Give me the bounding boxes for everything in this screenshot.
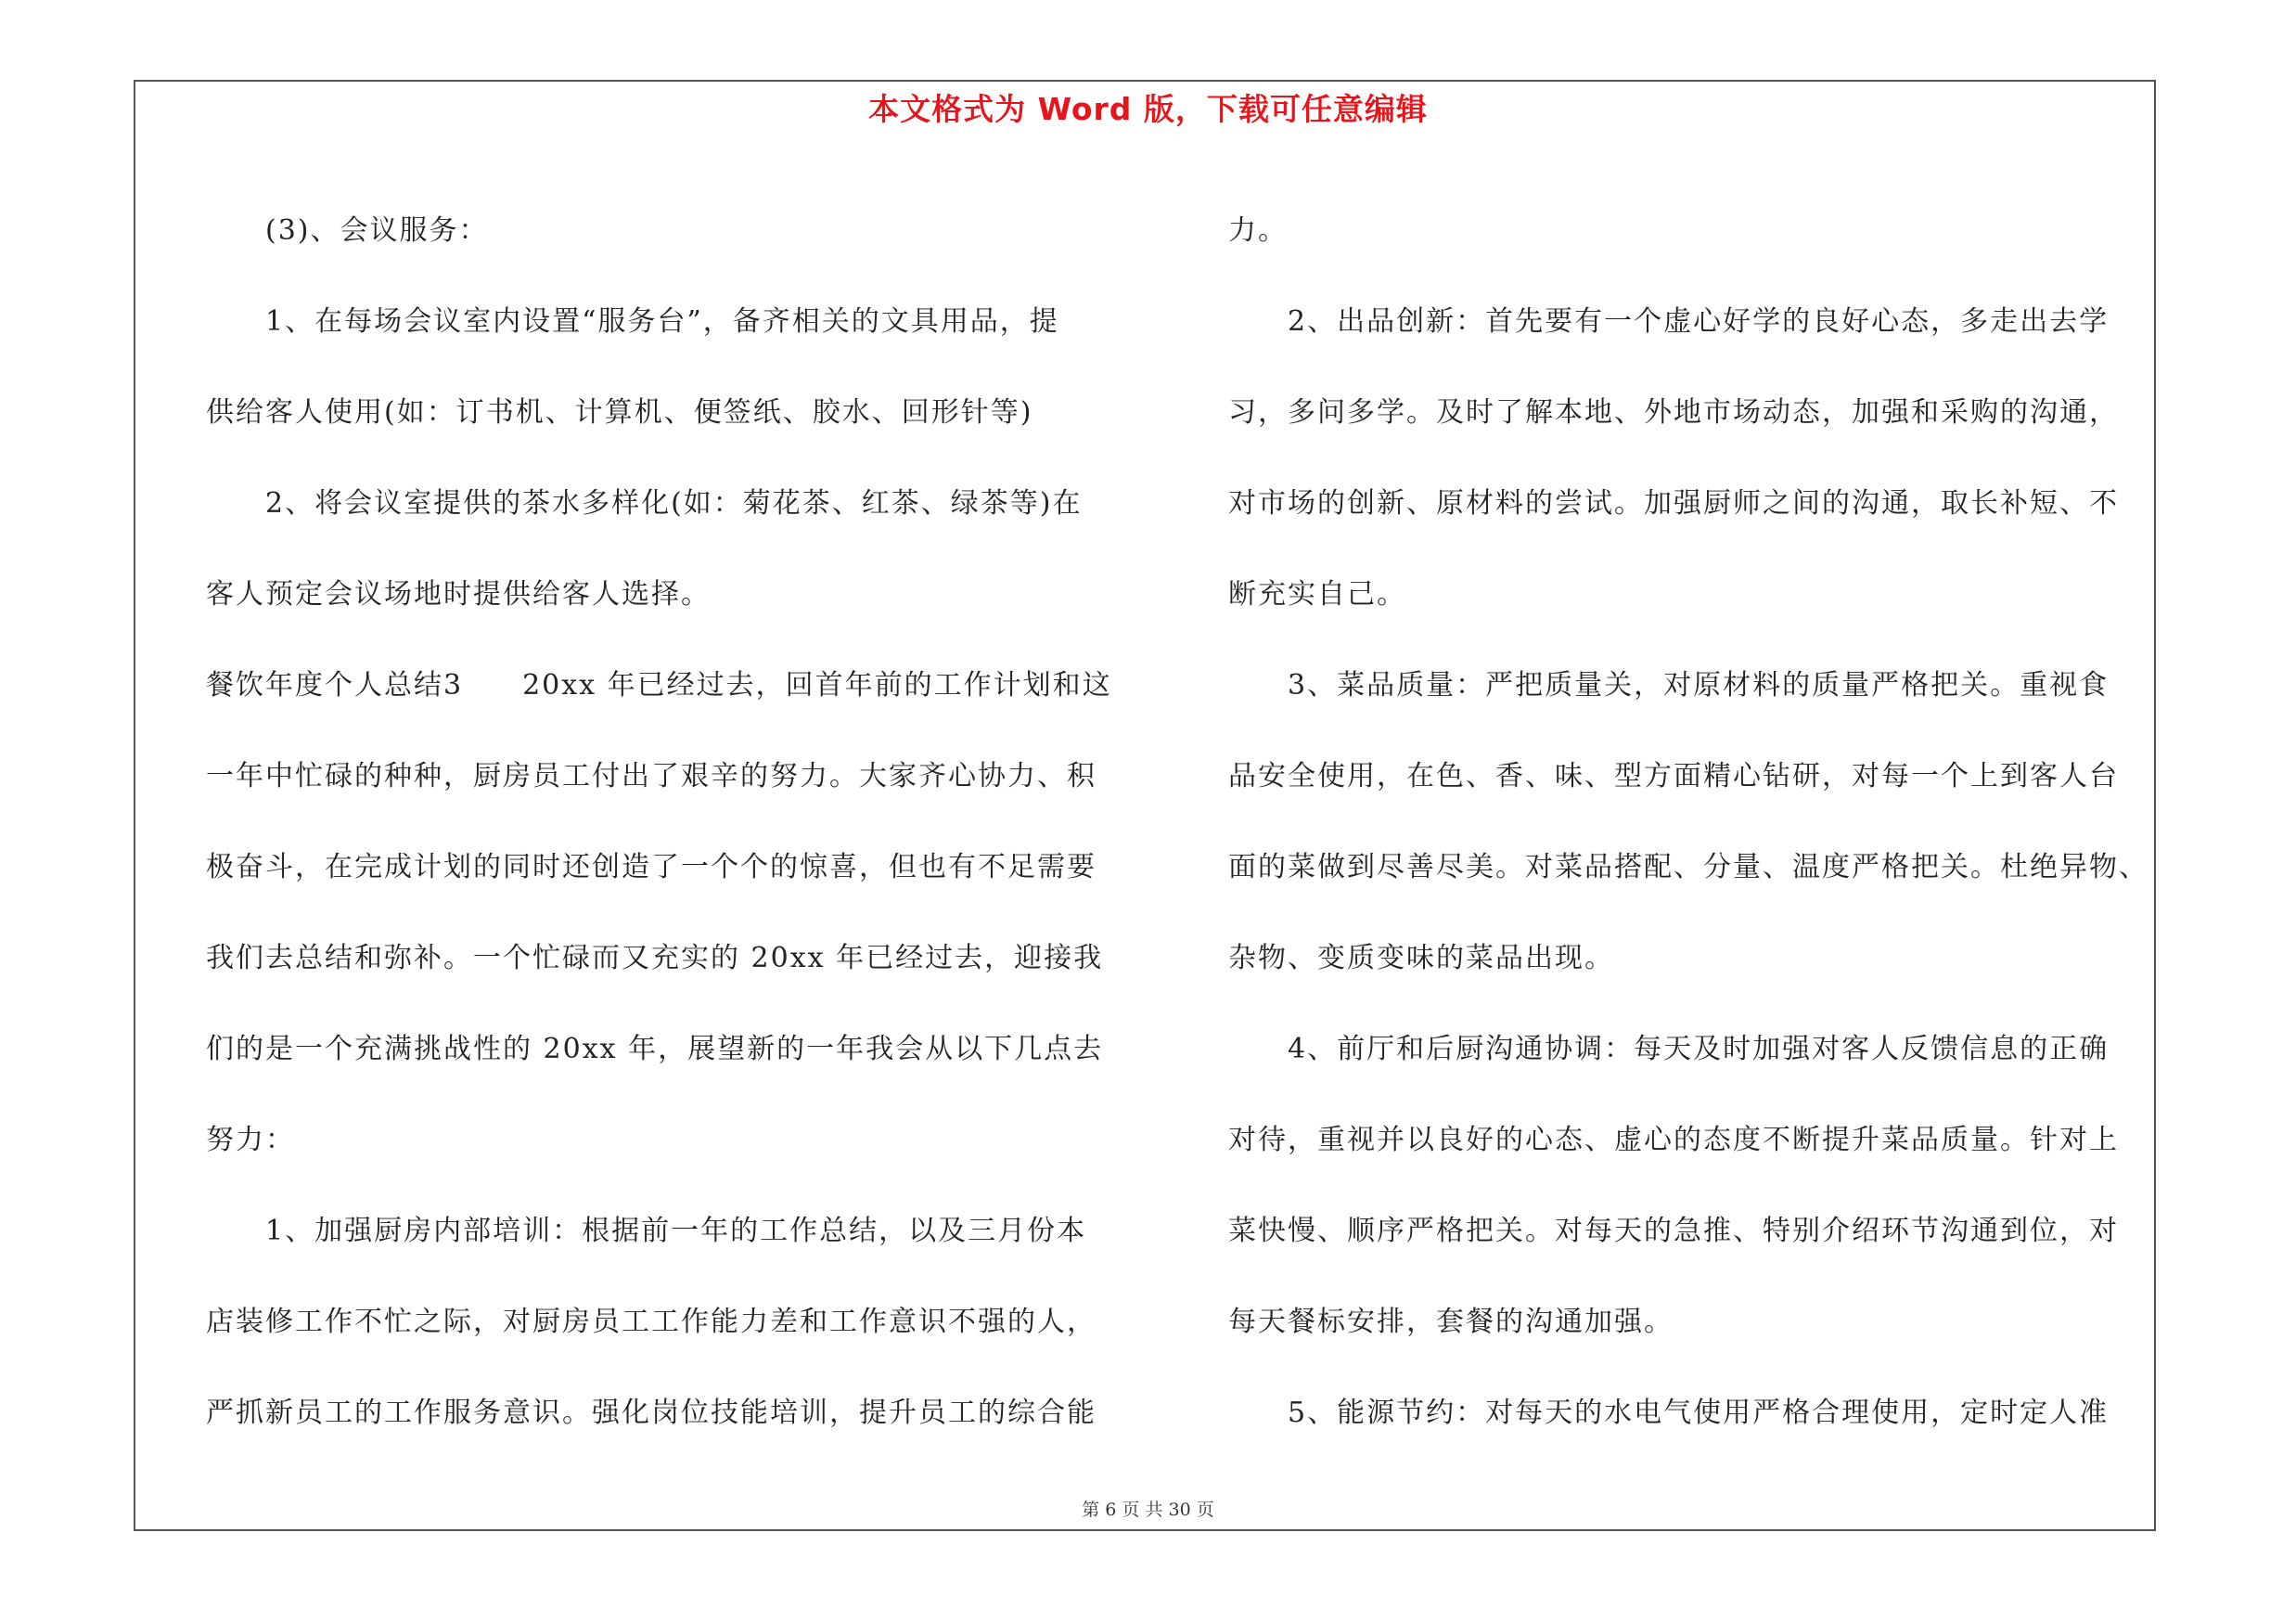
text-line: 对市场的创新、原材料的尝试。加强厨师之间的沟通，取长补短、不 xyxy=(1228,487,2119,520)
left-column xyxy=(206,186,1134,1459)
text-line: 们的是一个充满挑战性的 20xx 年，展望新的一年我会从以下几点去 xyxy=(206,1033,1104,1065)
text-line: 2、出品创新：首先要有一个虚心好学的良好心态，多走出去学 xyxy=(1288,305,2110,338)
text-line: 每天餐标安排，套餐的沟通加强。 xyxy=(1228,1306,1674,1338)
text-line: 客人预定会议场地时提供给客人选择。 xyxy=(206,578,711,611)
text-line: 5、能源节约：对每天的水电气使用严格合理使用，定时定人准 xyxy=(1288,1397,2110,1429)
text-line: (3)、会议服务： xyxy=(265,214,489,247)
text-line: 店装修工作不忙之际，对厨房员工工作能力差和工作意识不强的人， xyxy=(206,1306,1097,1338)
right-column xyxy=(1228,186,2167,1459)
text-line: 品安全使用，在色、香、味、型方面精心钻研，对每一个上到客人台 xyxy=(1228,760,2119,792)
page-number: 第 6 页 共 30 页 xyxy=(1082,1500,1214,1520)
text-line: 努力： xyxy=(206,1124,295,1156)
text-line: 习，多问多学。及时了解本地、外地市场动态，加强和采购的沟通， xyxy=(1228,396,2119,429)
text-line: 杂物、变质变味的菜品出现。 xyxy=(1228,942,1614,974)
text-line: 供给客人使用(如：订书机、计算机、便签纸、胶水、回形针等) xyxy=(206,396,1033,429)
text-line: 断充实自己。 xyxy=(1228,578,1406,611)
text-line: 严抓新员工的工作服务意识。强化岗位技能培训，提升员工的综合能 xyxy=(206,1397,1097,1429)
text-line: 1、加强厨房内部培训：根据前一年的工作总结，以及三月份本 xyxy=(265,1215,1087,1247)
text-line: 力。 xyxy=(1228,214,1288,247)
text-line: 菜快慢、顺序严格把关。对每天的急推、特别介绍环节沟通到位，对 xyxy=(1228,1215,2119,1247)
text-line: 3、菜品质量：严把质量关，对原材料的质量严格把关。重视食 xyxy=(1288,669,2110,702)
text-line: 餐饮年度个人总结3 20xx 年已经过去，回首年前的工作计划和这 xyxy=(206,669,1112,702)
text-line: 对待，重视并以良好的心态、虚心的态度不断提升菜品质量。针对上 xyxy=(1228,1124,2119,1156)
format-banner: 本文格式为 Word 版，下载可任意编辑 xyxy=(868,91,1428,127)
text-line: 极奋斗，在完成计划的同时还创造了一个个的惊喜，但也有不足需要 xyxy=(206,851,1097,883)
text-line: 我们去总结和弥补。一个忙碌而又充实的 20xx 年已经过去，迎接我 xyxy=(206,942,1104,974)
text-line: 1、在每场会议室内设置“服务台”，备齐相关的文具用品，提 xyxy=(265,305,1059,338)
text-line: 一年中忙碌的种种，厨房员工付出了艰辛的努力。大家齐心协力、积 xyxy=(206,760,1097,792)
text-line: 2、将会议室提供的茶水多样化(如：菊花茶、红茶、绿茶等)在 xyxy=(265,487,1083,520)
text-line: 4、前厅和后厨沟通协调：每天及时加强对客人反馈信息的正确 xyxy=(1288,1033,2110,1065)
text-line: 面的菜做到尽善尽美。对菜品搭配、分量、温度严格把关。杜绝异物、 xyxy=(1228,851,2148,883)
